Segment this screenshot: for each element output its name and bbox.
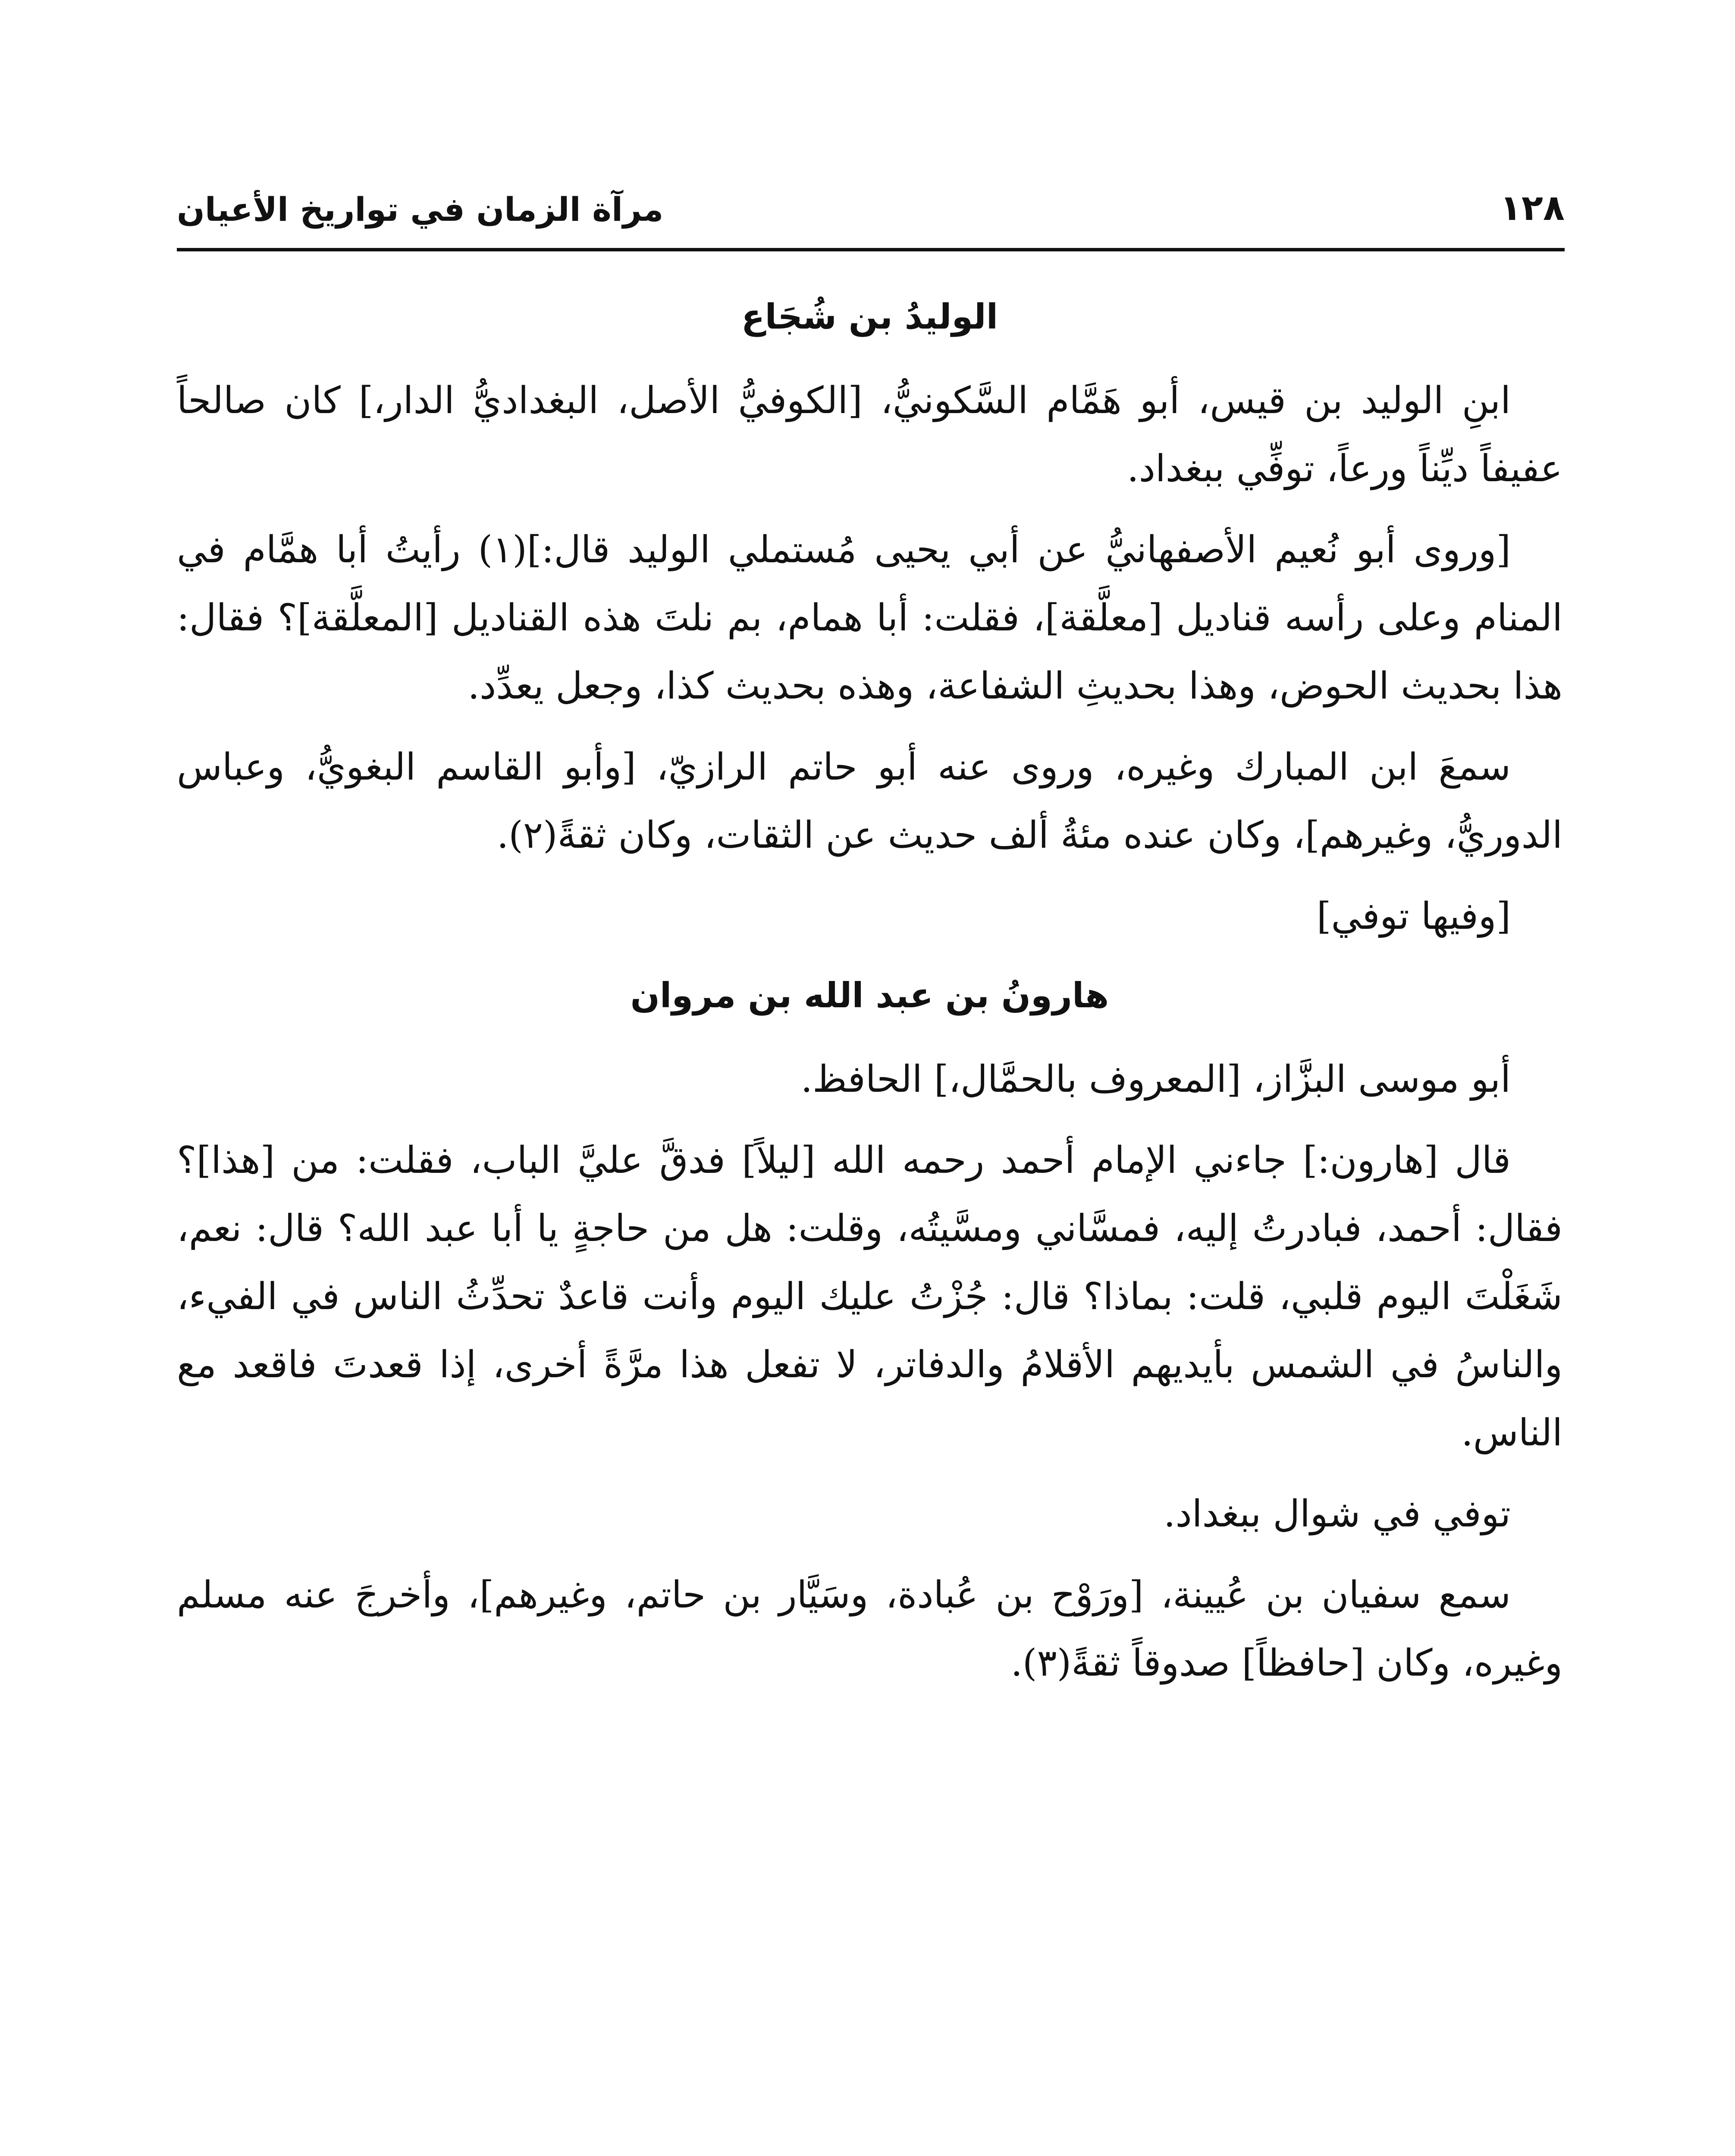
paragraph: ابنِ الوليد بن قيس، أبو هَمَّام السَّكونيُّ، [الكوفيُّ الأصل، البغداديُّ الدار،] كان صالحاً عفيفاً ديِّناً ورعاً، توفِّي ببغداد.	[177, 379, 1562, 490]
paragraph: أبو موسى البزَّاز، [المعروف بالحمَّال،] الحافظ.	[800, 1058, 1511, 1101]
section-title-harun: هارونُ بن عبد الله بن مروان	[630, 975, 1109, 1015]
paragraph: [وفيها توفي]	[1316, 895, 1511, 938]
paragraph: توفي في شوال ببغداد.	[1164, 1492, 1511, 1536]
section-title-walid: الوليدُ بن شُجَاع	[741, 297, 998, 337]
running-book-title: مرآة الزمان في تواريخ الأعيان	[177, 190, 664, 229]
paragraph: سمعَ ابن المبارك وغيره، وروى عنه أبو حاتم الرازيّ، [وأبو القاسم البغويُّ، وعباس الدوريُّ، وغيرهم]، وكان عنده مئةُ ألف حديث عن الثقات، وكان ثقةً(٢).	[177, 746, 1562, 857]
header-divider	[177, 248, 1565, 251]
page-header	[177, 164, 1565, 229]
paragraph: [وروى أبو نُعيم الأصفهانيُّ عن أبي يحيى مُستملي الوليد قال:](١) رأيتُ أبا همَّام في المنام وعلى رأسه قناديل [معلَّقة]، فقلت: أبا همام، بم نلتَ هذه القناديل [المعلَّقة]؟ فقال: هذا بحديث الحوض، وهذا بحديثِ الشفاعة، وهذه بحديث كذا، وجعل يعدِّد.	[177, 528, 1562, 708]
paragraph: سمع سفيان بن عُيينة، [ورَوْح بن عُبادة، وسَيَّار بن حاتم، وغيرهم]، وأخرجَ عنه مسلم وغيره، وكان [حافظاً] صدوقاً ثقةً(٣).	[177, 1573, 1562, 1685]
main-text	[177, 276, 1562, 1710]
page-number: ١٢٨	[1500, 188, 1565, 229]
paragraph: قال [هارون:] جاءني الإمام أحمد رحمه الله [ليلاً] فدقَّ عليَّ الباب، فقلت: من [هذا]؟ فقال: أحمد، فبادرتُ إليه، فمسَّاني ومسَّيتُه، وقلت: هل من حاجةٍ يا أبا عبد الله؟ قال: نعم، شَغَلْتَ اليوم قلبي، قلت: بماذا؟ قال: جُزْتُ عليك اليوم وأنت قاعدٌ تحدِّثُ الناس في الفيء، والناسُ في الشمس بأيديهم الأقلامُ والدفاتر، لا تفعل هذا مرَّةً أخرى، إذا قعدتَ فاقعد مع الناس.	[177, 1139, 1562, 1454]
